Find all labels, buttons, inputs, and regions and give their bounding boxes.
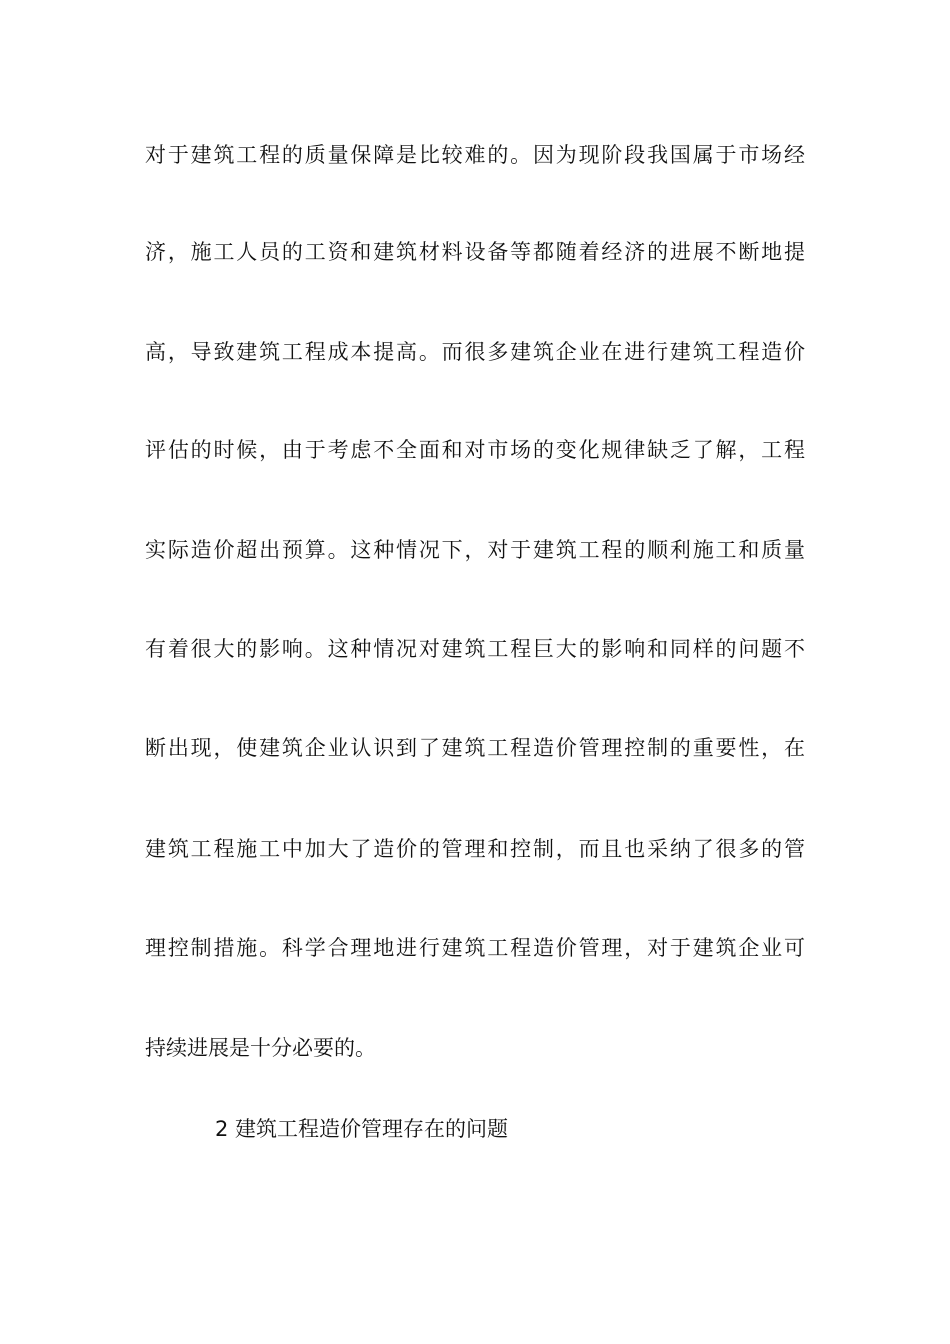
paragraph-line: 对于建筑工程的质量保障是比较难的。因为现阶段我国属于市场经 (145, 143, 805, 167)
paragraph-line: 济，施工人员的工资和建筑材料设备等都随着经济的进展不断地提 (145, 240, 805, 264)
paragraph-line: 建筑工程施工中加大了造价的管理和控制，而且也采纳了很多的管 (145, 837, 805, 861)
paragraph-line: 有着很大的影响。这种情况对建筑工程巨大的影响和同样的问题不 (145, 637, 805, 661)
paragraph-line: 评估的时候，由于考虑不全面和对市场的变化规律缺乏了解，工程 (145, 438, 805, 462)
paragraph-line: 理控制措施。科学合理地进行建筑工程造价管理，对于建筑企业可 (145, 936, 805, 960)
paragraph-line: 持续进展是十分必要的。 (145, 1036, 376, 1060)
paragraph-line: 实际造价超出预算。这种情况下，对于建筑工程的顺利施工和质量 (145, 538, 805, 562)
section-heading: 2 建筑工程造价管理存在的问题 (215, 1117, 509, 1141)
paragraph-line: 断出现，使建筑企业认识到了建筑工程造价管理控制的重要性，在 (145, 736, 805, 760)
paragraph-line: 高，导致建筑工程成本提高。而很多建筑企业在进行建筑工程造价 (145, 340, 805, 364)
